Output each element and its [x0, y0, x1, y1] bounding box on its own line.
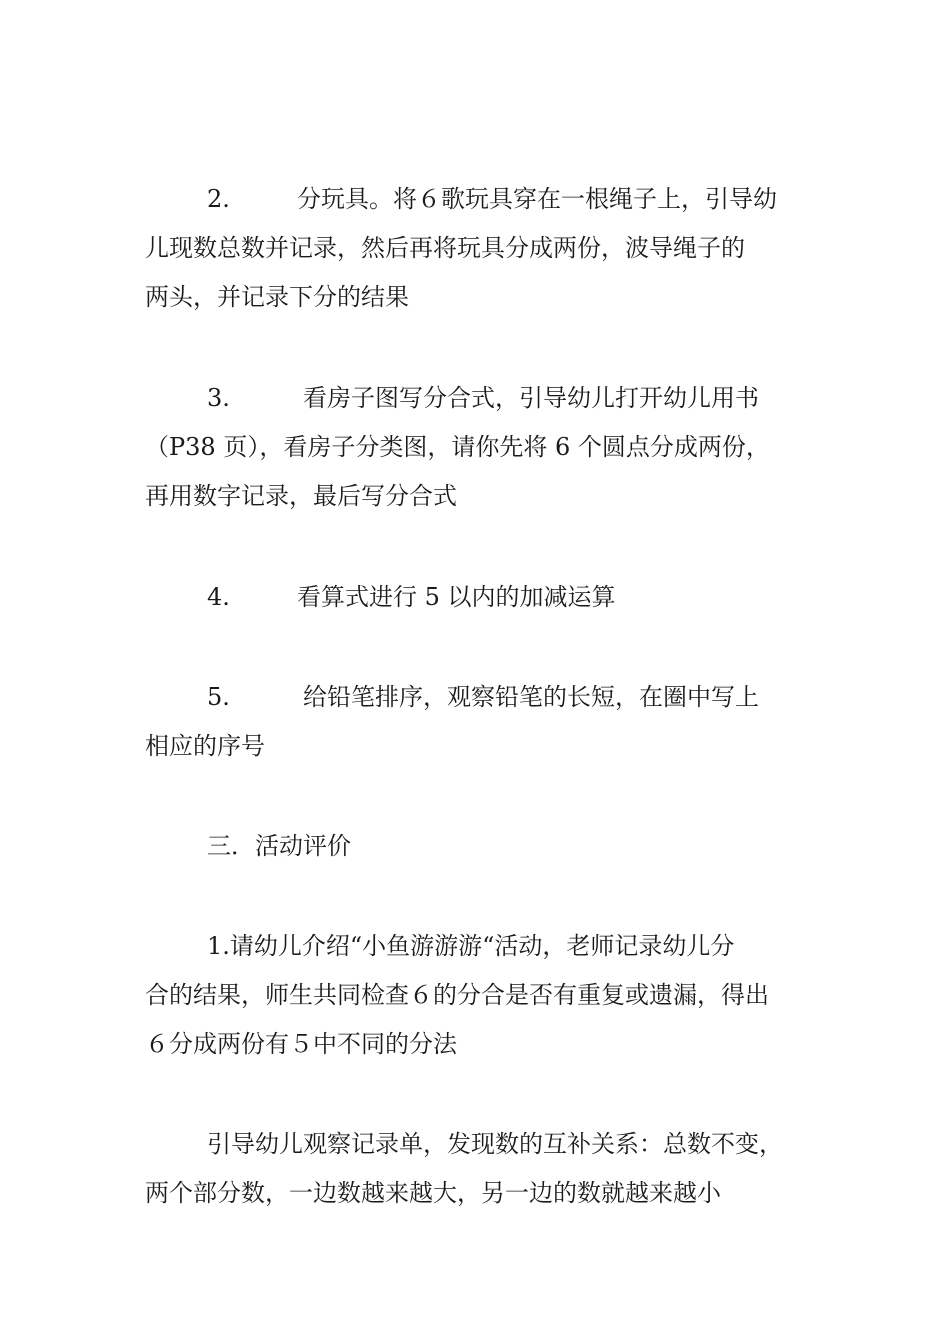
paragraph-line: 儿现数总数并记录，然后再将玩具分成两份，波导绳子的 — [145, 234, 745, 262]
paragraph-line: ６分成两份有５中不同的分法 — [145, 1030, 457, 1058]
paragraph-evaluation-1 — [145, 922, 835, 1069]
line-text: 看算式进行 5 以内的加减运算 — [297, 583, 616, 611]
paragraph-line: 1.请幼儿介绍“小鱼游游游“活动，老师记录幼儿分 — [207, 932, 735, 960]
paragraph-line: 再用数字记录，最后写分合式 — [145, 482, 457, 510]
paragraph-line: 两个部分数，一边数越来越大，另一边的数就越来越小 — [145, 1179, 721, 1207]
line-text: 看房子图写分合式，引导幼儿打开幼儿用书 — [303, 384, 759, 412]
line-text: 分玩具。将６歌玩具穿在一根绳子上，引导幼 — [297, 185, 777, 213]
paragraph-line: 引导幼儿观察记录单，发现数的互补关系：总数不变， — [207, 1130, 783, 1158]
paragraph-item-4 — [145, 573, 835, 622]
item-number: 5. — [207, 683, 230, 711]
paragraph-line — [145, 673, 835, 722]
paragraph-item-5 — [145, 673, 835, 771]
paragraph-line — [145, 374, 835, 423]
paragraph-line — [145, 175, 835, 224]
section-heading-text: 三．活动评价 — [207, 832, 351, 860]
paragraph-item-3 — [145, 374, 835, 521]
paragraph-line: 合的结果，师生共同检查６的分合是否有重复或遗漏，得出 — [145, 981, 769, 1009]
item-number: 3. — [207, 384, 230, 412]
paragraph-line — [145, 573, 835, 622]
paragraph-line: 相应的序号 — [145, 732, 265, 760]
paragraph-evaluation-2 — [145, 1120, 835, 1218]
paragraph-item-2 — [145, 175, 835, 322]
item-number: 2. — [207, 185, 230, 213]
line-text: 给铅笔排序，观察铅笔的长短，在圈中写上 — [303, 683, 759, 711]
paragraph-line: 两头，并记录下分的结果 — [145, 283, 409, 311]
item-number: 4. — [207, 583, 230, 611]
paragraph-line: （P38 页），看房子分类图，请你先将 6 个圆点分成两份， — [145, 433, 770, 461]
section-heading — [145, 822, 835, 871]
